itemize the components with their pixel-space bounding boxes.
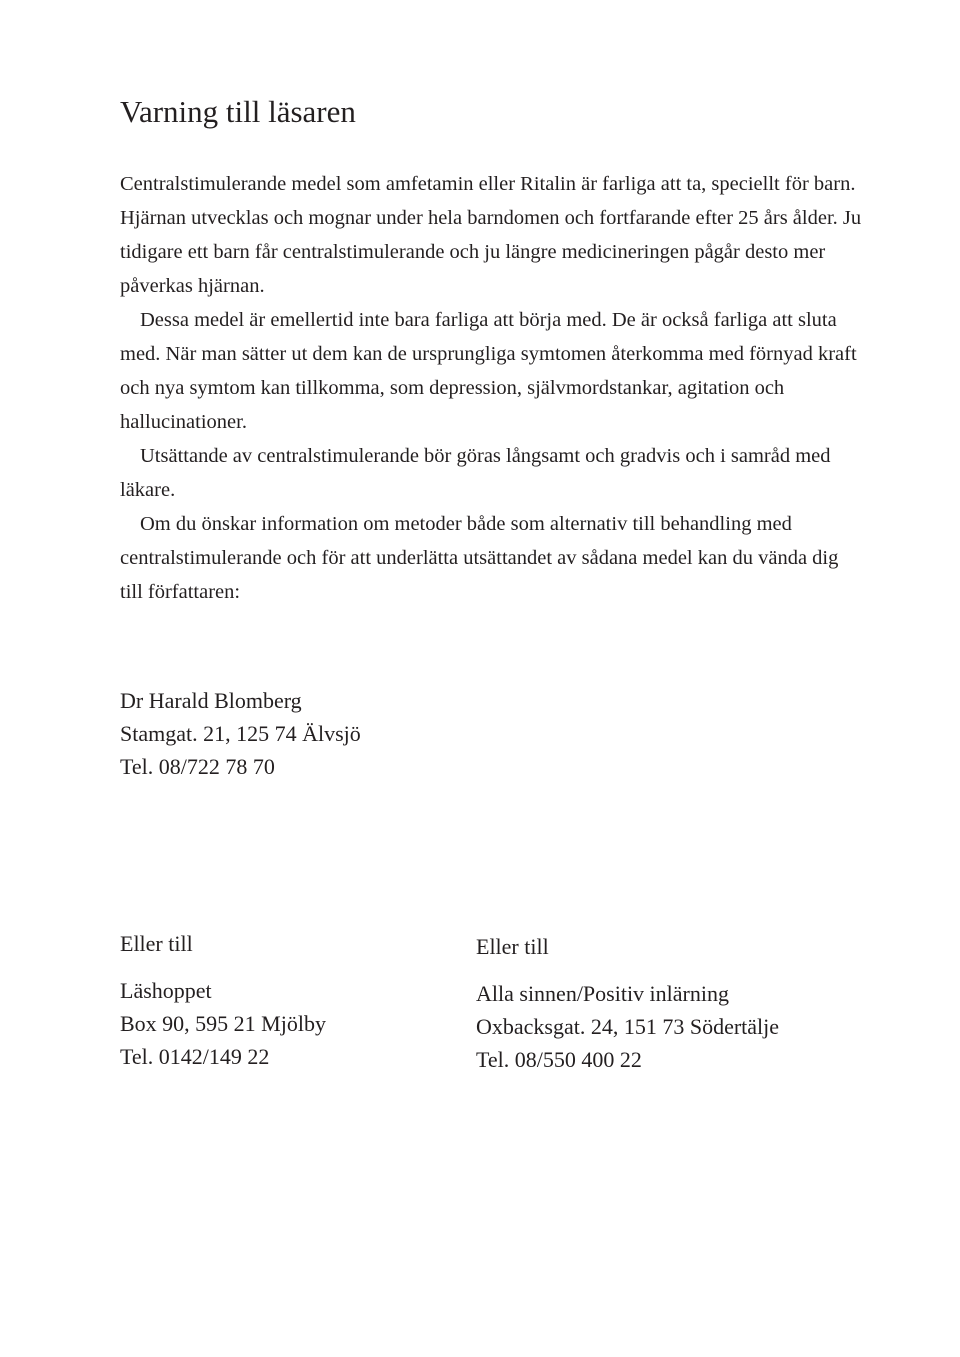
alt-contact-left-intro: Eller till bbox=[120, 931, 193, 956]
author-address: Stamgat. 21, 125 74 Älvsjö bbox=[120, 721, 361, 746]
paragraph-3: Utsättande av centralstimulerande bör göras långsamt och gradvis och i samråd med läkare. bbox=[120, 445, 831, 501]
alt-contact-right-address: Oxbacksgat. 24, 151 73 Södertälje bbox=[476, 1014, 780, 1039]
spacer bbox=[476, 963, 779, 977]
body-text bbox=[120, 167, 865, 609]
alt-contact-left-address: Box 90, 595 21 Mjölby bbox=[120, 1011, 326, 1036]
alt-contact-left-phone: Tel. 0142/149 22 bbox=[120, 1044, 270, 1069]
alt-contact-right bbox=[476, 930, 779, 1076]
alt-contact-right-name: Alla sinnen/Positiv inlärning bbox=[476, 981, 729, 1006]
spacer bbox=[120, 960, 326, 974]
alt-contact-right-intro: Eller till bbox=[476, 934, 549, 959]
alt-contact-right-phone: Tel. 08/550 400 22 bbox=[476, 1047, 642, 1072]
author-name: Dr Harald Blomberg bbox=[120, 688, 302, 713]
alt-contact-left bbox=[120, 927, 326, 1073]
page-title: Varning till läsaren bbox=[120, 94, 356, 129]
paragraph-1: Centralstimulerande medel som amfetamin eller Ritalin är farliga att ta, speciellt för barn. Hjärnan utvecklas och mognar under hela barndomen och fortfarande efter 25 års ålder. Ju tidigare ett barn får centralstimulerande och ju längre medicineringen pågår desto mer påverkas hjärnan. bbox=[120, 173, 862, 297]
paragraph-4: Om du önskar information om metoder både som alternativ till behandling med centralstimulerande och för att underlätta utsättandet av sådana medel kan du vända dig till författaren: bbox=[120, 513, 839, 603]
alt-contact-left-name: Läshoppet bbox=[120, 978, 212, 1003]
paragraph-2: Dessa medel är emellertid inte bara farliga att börja med. De är också farliga att sluta med. När man sätter ut dem kan de ursprungliga symtomen återkomma med förnyad kraft och nya symtom kan tillkomma, som depression, självmordstankar, agitation och hallucinationer. bbox=[120, 309, 857, 433]
author-phone: Tel. 08/722 78 70 bbox=[120, 754, 275, 779]
author-contact bbox=[120, 684, 361, 783]
